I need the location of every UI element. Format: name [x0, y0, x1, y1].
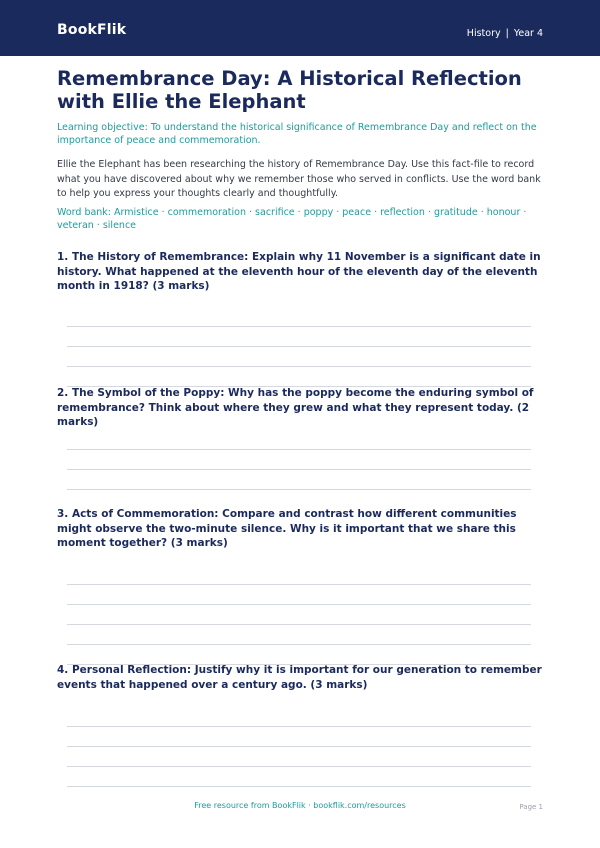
page-number: Page 1: [519, 803, 543, 811]
answer-line-q4-3[interactable]: [67, 766, 531, 767]
brand-logo: BookFlik: [57, 22, 127, 38]
answer-line-q3-2[interactable]: [67, 604, 531, 605]
subject-level: [467, 28, 543, 39]
page-title: Remembrance Day: A Historical Reflection with Ellie the Elephant: [57, 67, 522, 113]
answer-line-q3-1[interactable]: [67, 584, 531, 585]
answer-line-q4-4[interactable]: [67, 786, 531, 787]
answer-line-q4-2[interactable]: [67, 746, 531, 747]
word-bank: Word bank: Armistice · commemoration · sacrifice · poppy · peace · reflection · gratitude · honour · veteran · silence: [57, 207, 527, 231]
level-label: Year 4: [513, 28, 543, 39]
footer-resource-link[interactable]: Free resource from BookFlik · bookflik.com/resources: [194, 801, 406, 810]
answer-line-q1-3[interactable]: [67, 366, 531, 367]
page-header: [0, 0, 600, 56]
answer-line-q2-1[interactable]: [67, 449, 531, 450]
question-3: 3. Acts of Commemoration: Compare and contrast how different communities might observe the two-minute silence. Why is it important that we share this moment together? (3 marks): [57, 508, 517, 549]
question-1: 1. The History of Remembrance: Explain why 11 November is a significant date in history. What happened at the eleventh hour of the eleventh day of the eleventh month in 1918? (3 marks): [57, 251, 541, 292]
subject-label: History: [466, 28, 501, 39]
subject-separator: |: [505, 28, 509, 39]
answer-line-q4-1[interactable]: [67, 726, 531, 727]
question-4: 4. Personal Reflection: Justify why it is important for our generation to remember events that happened over a century ago. (3 marks): [57, 664, 542, 691]
answer-line-q1-2[interactable]: [67, 346, 531, 347]
answer-line-q2-3[interactable]: [67, 489, 531, 490]
answer-line-q3-3[interactable]: [67, 624, 531, 625]
answer-line-q3-4[interactable]: [67, 644, 531, 645]
learning-objective: Learning objective: To understand the historical significance of Remembrance Day and reflect on the importance of peace and commemoration.: [57, 122, 537, 146]
answer-line-q2-2[interactable]: [67, 469, 531, 470]
question-2: 2. The Symbol of the Poppy: Why has the poppy become the enduring symbol of remembrance? Think about where they grew and what they represent today. (2 marks): [57, 387, 534, 428]
intro-paragraph: Ellie the Elephant has been researching the history of Remembrance Day. Use this fact-file to record what you have discovered about why we remember those who served in conflicts. Use the word bank to help you express your thoughts clearly and thoughtfully.: [57, 159, 541, 199]
answer-line-q1-1[interactable]: [67, 326, 531, 327]
